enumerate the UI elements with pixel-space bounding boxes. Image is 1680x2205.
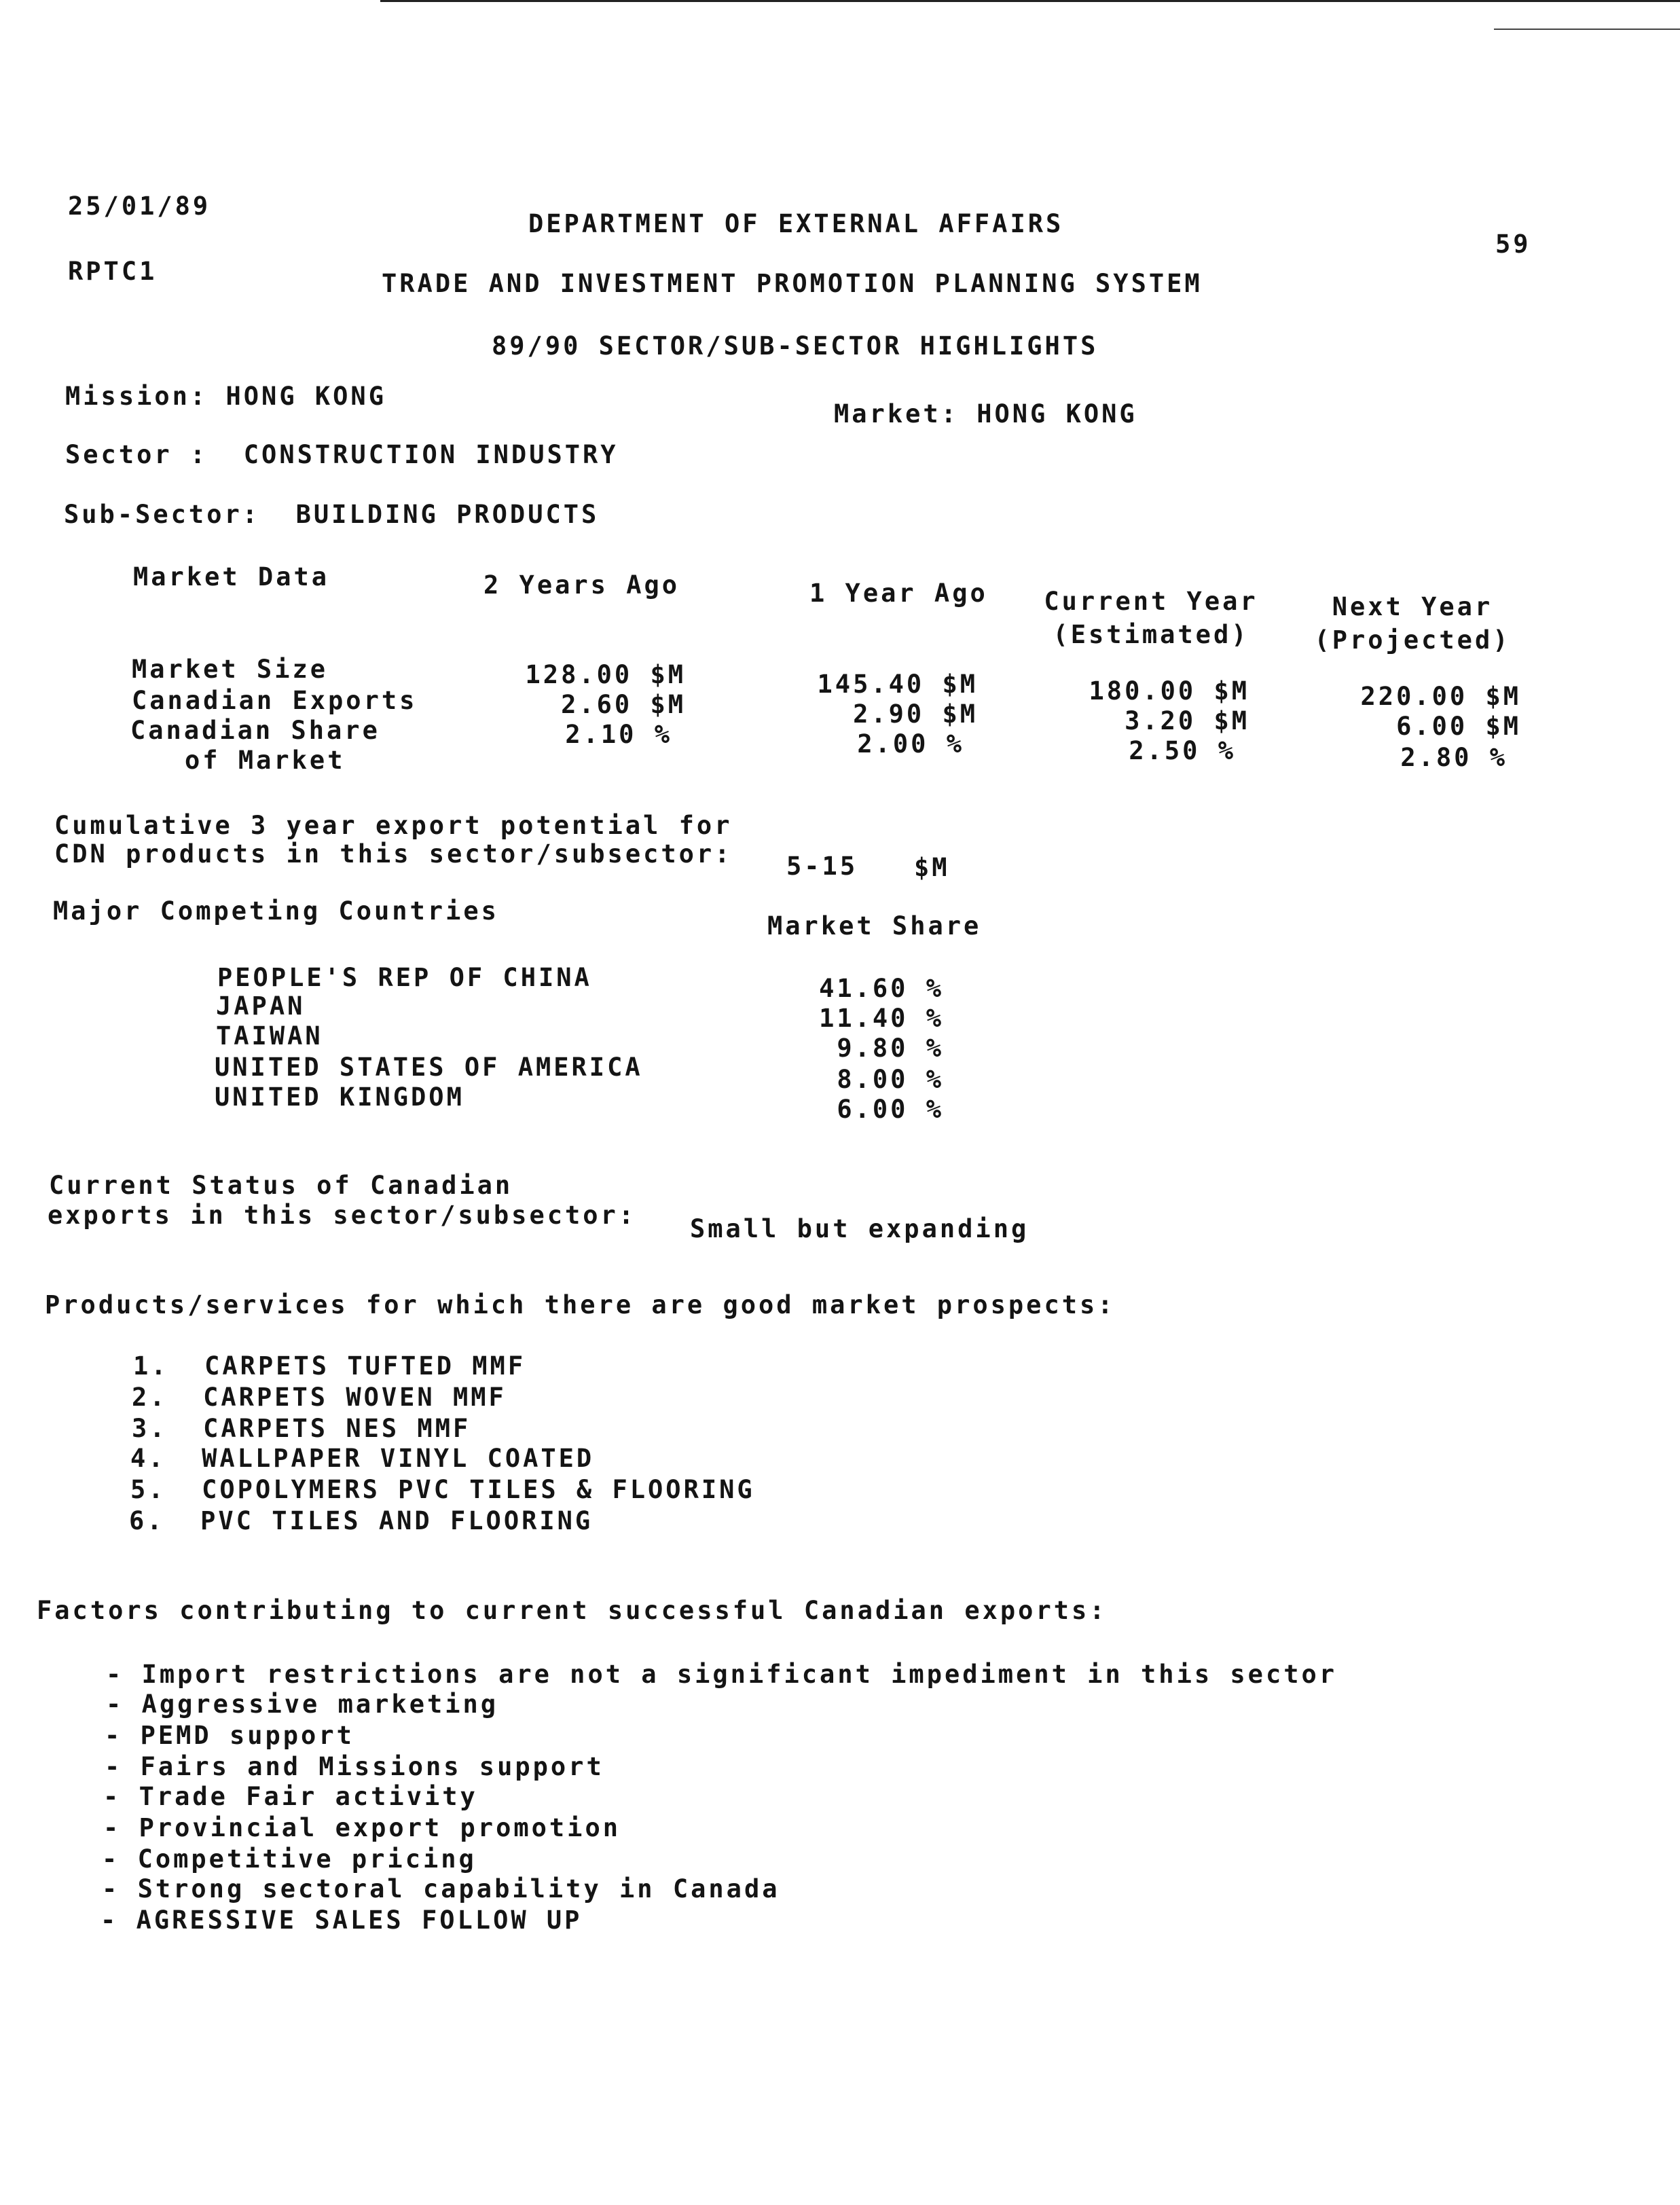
list-item-text: PVC TILES AND FLOORING bbox=[200, 1506, 594, 1535]
competitor-country: TAIWAN bbox=[216, 1021, 323, 1051]
cell-exports-1y: 2.90 $M bbox=[853, 699, 978, 729]
list-item-text: CARPETS NES MMF bbox=[203, 1414, 471, 1443]
market-data-header: Market Data bbox=[133, 562, 330, 591]
cell-market-size-current: 180.00 $M bbox=[1089, 676, 1249, 706]
potential-line1: Cumulative 3 year export potential for bbox=[54, 811, 733, 840]
competitor-share: 6.00 % bbox=[837, 1095, 944, 1124]
list-item-text: PEMD support bbox=[140, 1721, 354, 1750]
competitors-heading: Major Competing Countries bbox=[53, 896, 499, 926]
page-number: 59 bbox=[1495, 230, 1531, 259]
potential-unit: $M bbox=[914, 853, 950, 882]
status-value: Small but expanding bbox=[690, 1214, 1029, 1243]
list-item-text: CARPETS TUFTED MMF bbox=[204, 1351, 526, 1381]
cell-share-2y: 2.10 % bbox=[565, 720, 672, 749]
competitor-share: 8.00 % bbox=[837, 1065, 944, 1094]
subsector-value: BUILDING PRODUCTS bbox=[295, 500, 600, 529]
col-2-years-ago-header: 2 Years Ago bbox=[483, 570, 680, 600]
top-edge-rule bbox=[380, 0, 1680, 2]
competitor-country: PEOPLE'S REP OF CHINA bbox=[217, 963, 592, 992]
factors-heading: Factors contributing to current successful Canadian exports: bbox=[37, 1596, 1108, 1625]
sector-value: CONSTRUCTION INDUSTRY bbox=[243, 440, 619, 469]
list-item: - Provincial export promotion bbox=[103, 1813, 621, 1842]
list-item-text: COPOLYMERS PVC TILES & FLOORING bbox=[202, 1475, 755, 1504]
competitor-share: 9.80 % bbox=[837, 1034, 944, 1063]
list-item-text: Aggressive marketing bbox=[141, 1690, 499, 1719]
subsector-line bbox=[64, 500, 599, 529]
system-title: TRADE AND INVESTMENT PROMOTION PLANNING SYSTEM bbox=[382, 269, 1203, 298]
list-item-text: CARPETS WOVEN MMF bbox=[203, 1383, 507, 1412]
list-item-text: WALLPAPER VINYL COATED bbox=[202, 1444, 595, 1473]
list-item-text: Provincial export promotion bbox=[139, 1813, 621, 1842]
competitor-country: UNITED STATES OF AMERICA bbox=[215, 1053, 643, 1082]
competitor-share: 11.40 % bbox=[819, 1004, 944, 1033]
competitor-country: JAPAN bbox=[216, 991, 306, 1021]
list-item bbox=[132, 1383, 507, 1412]
cell-exports-current: 3.20 $M bbox=[1125, 706, 1249, 735]
col-current-year-line1: Current Year bbox=[1044, 587, 1258, 616]
mission-line bbox=[65, 382, 386, 411]
col-current-year-header bbox=[1032, 587, 1270, 649]
row-label-market-size: Market Size bbox=[132, 655, 329, 684]
cell-exports-next: 6.00 $M bbox=[1396, 712, 1521, 741]
competitor-share: 41.60 % bbox=[819, 974, 944, 1003]
mission-value: HONG KONG bbox=[225, 382, 386, 411]
list-item-number: 5. bbox=[130, 1475, 166, 1504]
col-1-year-ago-header: 1 Year Ago bbox=[809, 579, 988, 608]
list-item: - Trade Fair activity bbox=[103, 1782, 478, 1811]
report-date: 25/01/89 bbox=[68, 192, 211, 221]
cell-market-size-2y: 128.00 $M bbox=[525, 660, 686, 689]
list-item: - Strong sectoral capability in Canada bbox=[102, 1874, 780, 1903]
products-heading: Products/services for which there are good market prospects: bbox=[45, 1290, 1116, 1319]
status-line2: exports in this sector/subsector: bbox=[48, 1201, 637, 1230]
list-item: - Import restrictions are not a significant impediment in this sector bbox=[106, 1660, 1338, 1689]
status-line1: Current Status of Canadian bbox=[49, 1171, 513, 1200]
list-item bbox=[132, 1414, 471, 1443]
col-next-year-header bbox=[1304, 592, 1521, 655]
market-label: Market: bbox=[834, 399, 959, 429]
list-item-text: Fairs and Missions support bbox=[140, 1752, 604, 1781]
top-edge-rule-secondary bbox=[1494, 29, 1680, 30]
list-item: - Aggressive marketing bbox=[106, 1690, 499, 1719]
row-label-canadian-share: Canadian Share bbox=[130, 716, 380, 745]
list-item: - Competitive pricing bbox=[102, 1844, 477, 1874]
list-item-number: 3. bbox=[132, 1414, 168, 1443]
row-label-canadian-exports: Canadian Exports bbox=[132, 686, 418, 715]
col-next-year-line1: Next Year bbox=[1332, 592, 1493, 621]
list-item-text: Trade Fair activity bbox=[139, 1782, 478, 1811]
list-item-text: Competitive pricing bbox=[137, 1844, 477, 1874]
list-item bbox=[133, 1351, 526, 1381]
list-item: - Fairs and Missions support bbox=[105, 1752, 604, 1781]
list-item bbox=[130, 1475, 755, 1504]
report-title: 89/90 SECTOR/SUB-SECTOR HIGHLIGHTS bbox=[492, 331, 1099, 361]
list-item-number: 1. bbox=[133, 1351, 169, 1381]
potential-value: 5-15 bbox=[786, 852, 858, 881]
subsector-label: Sub-Sector: bbox=[64, 500, 261, 529]
list-item-number: 4. bbox=[130, 1444, 166, 1473]
market-value: HONG KONG bbox=[976, 399, 1137, 429]
cell-share-1y: 2.00 % bbox=[857, 729, 964, 759]
list-item bbox=[129, 1506, 593, 1535]
potential-line2: CDN products in this sector/subsector: bbox=[54, 839, 733, 869]
competitor-country: UNITED KINGDOM bbox=[215, 1082, 464, 1112]
cell-share-next: 2.80 % bbox=[1400, 743, 1508, 772]
cell-market-size-1y: 145.40 $M bbox=[817, 670, 978, 699]
market-share-heading: Market Share bbox=[767, 911, 982, 941]
list-item-text: Import restrictions are not a significant impediment in this sector bbox=[141, 1660, 1338, 1689]
report-code: RPTC1 bbox=[68, 257, 158, 286]
cell-exports-2y: 2.60 $M bbox=[561, 690, 686, 719]
list-item: - AGRESSIVE SALES FOLLOW UP bbox=[101, 1906, 583, 1935]
list-item-text: Strong sectoral capability in Canada bbox=[137, 1874, 780, 1903]
market-line bbox=[834, 399, 1137, 429]
cell-market-size-next: 220.00 $M bbox=[1360, 682, 1521, 711]
row-label-of-market: of Market bbox=[185, 746, 346, 775]
cell-share-current: 2.50 % bbox=[1129, 736, 1236, 765]
department-title: DEPARTMENT OF EXTERNAL AFFAIRS bbox=[528, 209, 1064, 238]
mission-label: Mission: bbox=[65, 382, 208, 411]
list-item-number: 6. bbox=[129, 1506, 165, 1535]
col-next-year-line2: (Projected) bbox=[1314, 625, 1511, 655]
list-item-text: AGRESSIVE SALES FOLLOW UP bbox=[136, 1906, 583, 1935]
col-current-year-line2: (Estimated) bbox=[1053, 620, 1249, 649]
sector-line bbox=[65, 440, 619, 469]
sector-label: Sector : bbox=[65, 440, 208, 469]
list-item bbox=[130, 1444, 594, 1473]
list-item: - PEMD support bbox=[105, 1721, 354, 1750]
list-item-number: 2. bbox=[132, 1383, 168, 1412]
